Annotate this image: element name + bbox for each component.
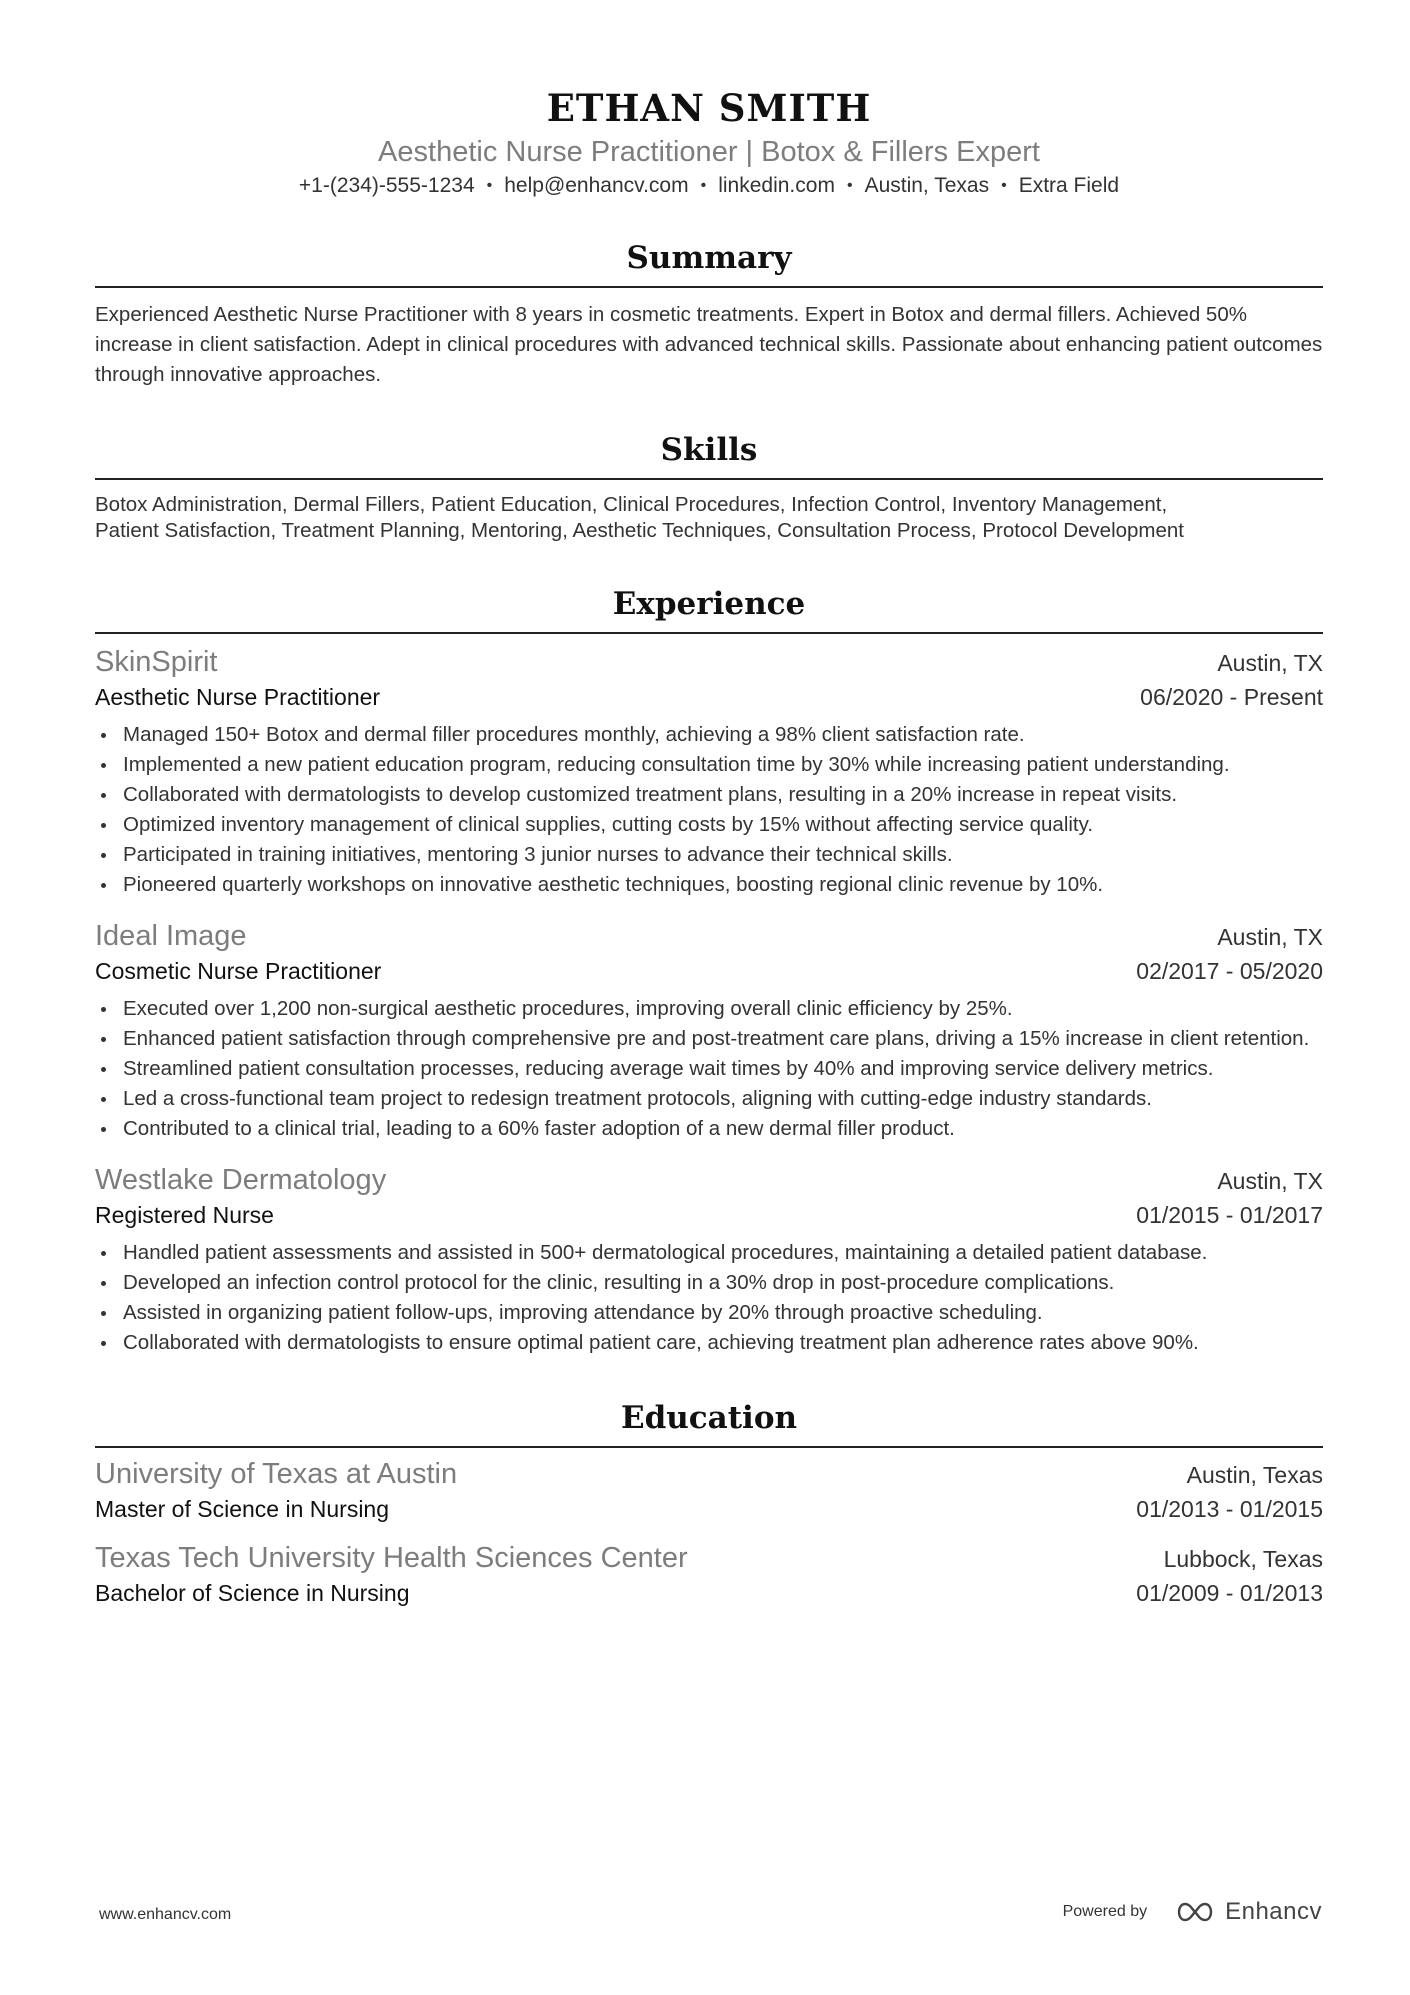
- job-company: Ideal Image: [95, 920, 247, 952]
- experience-title: Experience: [612, 586, 806, 622]
- resume-content: [95, 0, 1323, 1610]
- skills-list: [95, 492, 1323, 544]
- job-bullets: [95, 720, 1323, 900]
- bullet-dot-icon: [101, 763, 106, 768]
- contact-separator: •: [846, 177, 853, 194]
- bullet-dot-icon: [101, 1251, 106, 1256]
- bullet-item: [95, 994, 1323, 1024]
- section-divider: [95, 478, 1323, 480]
- job-location: Austin, TX: [1217, 924, 1323, 950]
- job-entry: [95, 1162, 1323, 1358]
- bullet-item: [95, 750, 1323, 780]
- candidate-name: ETHAN SMITH: [546, 86, 872, 130]
- bullet-dot-icon: [101, 1127, 106, 1132]
- job-company: Westlake Dermatology: [95, 1164, 387, 1196]
- section-divider: [95, 632, 1323, 634]
- bullet-text: Handled patient assessments and assisted in 500+ dermatological procedures, maintaining a detailed patient database.: [123, 1241, 1208, 1264]
- contact-phone: +1-(234)-555-1234: [298, 174, 475, 197]
- candidate-tagline: Aesthetic Nurse Practitioner | Botox & Fillers Expert: [378, 136, 1040, 168]
- education-degree: Bachelor of Science in Nursing: [95, 1580, 410, 1606]
- contact-linkedin: linkedin.com: [718, 174, 835, 197]
- bullet-item: [95, 1328, 1323, 1358]
- education-entry: [95, 1456, 1323, 1526]
- footer-website[interactable]: www.enhancv.com: [99, 1906, 232, 1923]
- bullet-item: [95, 1268, 1323, 1298]
- bullet-dot-icon: [101, 883, 106, 888]
- job-role: Aesthetic Nurse Practitioner: [95, 684, 381, 710]
- powered-by-label: Powered by: [1062, 1903, 1148, 1920]
- footer-branding: [1063, 1898, 1322, 1926]
- job-dates: 06/2020 - Present: [1140, 684, 1323, 710]
- skills-line: Botox Administration, Dermal Fillers, Patient Education, Clinical Procedures, Infection Control, Inventory Management,: [95, 493, 1168, 516]
- skills-section: [95, 430, 1323, 544]
- bullet-text: Developed an infection control protocol for the clinic, resulting in a 30% drop in post-procedure complications.: [123, 1271, 1115, 1294]
- education-dates: 01/2009 - 01/2013: [1136, 1580, 1323, 1606]
- job-role: Cosmetic Nurse Practitioner: [95, 958, 382, 984]
- bullet-text: Streamlined patient consultation processes, reducing average wait times by 40% and improving service delivery metrics.: [123, 1057, 1214, 1080]
- contact-email: help@enhancv.com: [504, 174, 689, 197]
- job-bullets: [95, 1238, 1323, 1358]
- bullet-text: Optimized inventory management of clinical supplies, cutting costs by 15% without affecting service quality.: [123, 813, 1094, 836]
- contact-location: Austin, Texas: [864, 174, 990, 197]
- education-entry: [95, 1540, 1323, 1610]
- enhancv-logo-icon: [1173, 1900, 1217, 1924]
- contact-extra-field: Extra Field: [1018, 174, 1120, 197]
- contact-separator: •: [486, 177, 493, 194]
- bullet-dot-icon: [101, 793, 106, 798]
- bullet-text: Pioneered quarterly workshops on innovative aesthetic techniques, boosting regional clinic revenue by 10%.: [123, 873, 1104, 896]
- job-bullets: [95, 994, 1323, 1144]
- job-location: Austin, TX: [1217, 650, 1323, 676]
- bullet-item: [95, 870, 1323, 900]
- bullet-item: [95, 1238, 1323, 1268]
- contact-separator: •: [1001, 177, 1007, 194]
- job-role: Registered Nurse: [95, 1202, 274, 1228]
- job-entry: [95, 644, 1323, 900]
- education-dates: 01/2013 - 01/2015: [1136, 1496, 1323, 1522]
- bullet-dot-icon: [101, 1007, 106, 1012]
- bullet-text: Collaborated with dermatologists to ensure optimal patient care, achieving treatment plan adherence rates above 90%.: [123, 1331, 1199, 1354]
- bullet-text: Collaborated with dermatologists to develop customized treatment plans, resulting in a 20% increase in repeat visits.: [123, 783, 1178, 806]
- summary-section: [95, 238, 1323, 390]
- bullet-item: [95, 720, 1323, 750]
- skills-line: Patient Satisfaction, Treatment Planning, Mentoring, Aesthetic Techniques, Consultation Process, Protocol Development: [95, 519, 1185, 542]
- bullet-item: [95, 1084, 1323, 1114]
- job-location: Austin, TX: [1217, 1168, 1323, 1194]
- bullet-item: [95, 1024, 1323, 1054]
- bullet-item: [95, 1114, 1323, 1144]
- education-section: [95, 1398, 1323, 1610]
- contact-line: [95, 172, 1323, 200]
- bullet-text: Executed over 1,200 non-surgical aesthetic procedures, improving overall clinic efficiency by 25%.: [123, 997, 1013, 1020]
- education-school: Texas Tech University Health Sciences Center: [95, 1542, 688, 1574]
- experience-section: [95, 584, 1323, 1358]
- education-degree: Master of Science in Nursing: [95, 1496, 390, 1522]
- education-location: Austin, Texas: [1186, 1462, 1323, 1488]
- bullet-dot-icon: [101, 853, 106, 858]
- bullet-text: Contributed to a clinical trial, leading to a 60% faster adoption of a new dermal filler product.: [123, 1117, 955, 1140]
- bullet-dot-icon: [101, 1067, 106, 1072]
- education-location: Lubbock, Texas: [1163, 1546, 1323, 1572]
- bullet-text: Implemented a new patient education program, reducing consultation time by 30% while increasing patient understanding.: [123, 753, 1230, 776]
- bullet-text: Participated in training initiatives, mentoring 3 junior nurses to advance their technical skills.: [123, 843, 953, 866]
- resume-header: [95, 86, 1323, 200]
- bullet-dot-icon: [101, 1341, 106, 1346]
- bullet-item: [95, 1054, 1323, 1084]
- job-entry: [95, 918, 1323, 1144]
- summary-title: Summary: [626, 240, 792, 276]
- section-divider: [95, 286, 1323, 288]
- bullet-dot-icon: [101, 733, 106, 738]
- bullet-item: [95, 810, 1323, 840]
- contact-separator: •: [700, 177, 707, 194]
- bullet-dot-icon: [101, 1097, 106, 1102]
- bullet-dot-icon: [101, 1037, 106, 1042]
- job-dates: 02/2017 - 05/2020: [1136, 958, 1323, 984]
- section-divider: [95, 1446, 1323, 1448]
- bullet-item: [95, 840, 1323, 870]
- bullet-item: [95, 780, 1323, 810]
- enhancv-brand-name: Enhancv: [1225, 1898, 1322, 1925]
- skills-title: Skills: [660, 432, 758, 468]
- job-dates: 01/2015 - 01/2017: [1136, 1202, 1323, 1228]
- bullet-text: Assisted in organizing patient follow-ups, improving attendance by 20% through proactive scheduling.: [123, 1301, 1043, 1324]
- bullet-text: Led a cross-functional team project to redesign treatment protocols, aligning with cutting-edge industry standards.: [123, 1087, 1152, 1110]
- bullet-dot-icon: [101, 823, 106, 828]
- education-title: Education: [620, 1400, 798, 1436]
- bullet-dot-icon: [101, 1281, 106, 1286]
- bullet-dot-icon: [101, 1311, 106, 1316]
- bullet-item: [95, 1298, 1323, 1328]
- bullet-text: Enhanced patient satisfaction through comprehensive pre and post-treatment care plans, driving a 15% increase in client retention.: [123, 1027, 1310, 1050]
- bullet-text: Managed 150+ Botox and dermal filler procedures monthly, achieving a 98% client satisfaction rate.: [123, 723, 1025, 746]
- education-school: University of Texas at Austin: [95, 1458, 458, 1490]
- job-company: SkinSpirit: [95, 646, 218, 678]
- summary-text: Experienced Aesthetic Nurse Practitioner with 8 years in cosmetic treatments. Expert in Botox and dermal fillers. Achieved 50% increase in client satisfaction. Adept in clinical procedures with advanced technical skills. Passionate about enhancing patient outcomes through innovative approaches.: [95, 303, 1323, 386]
